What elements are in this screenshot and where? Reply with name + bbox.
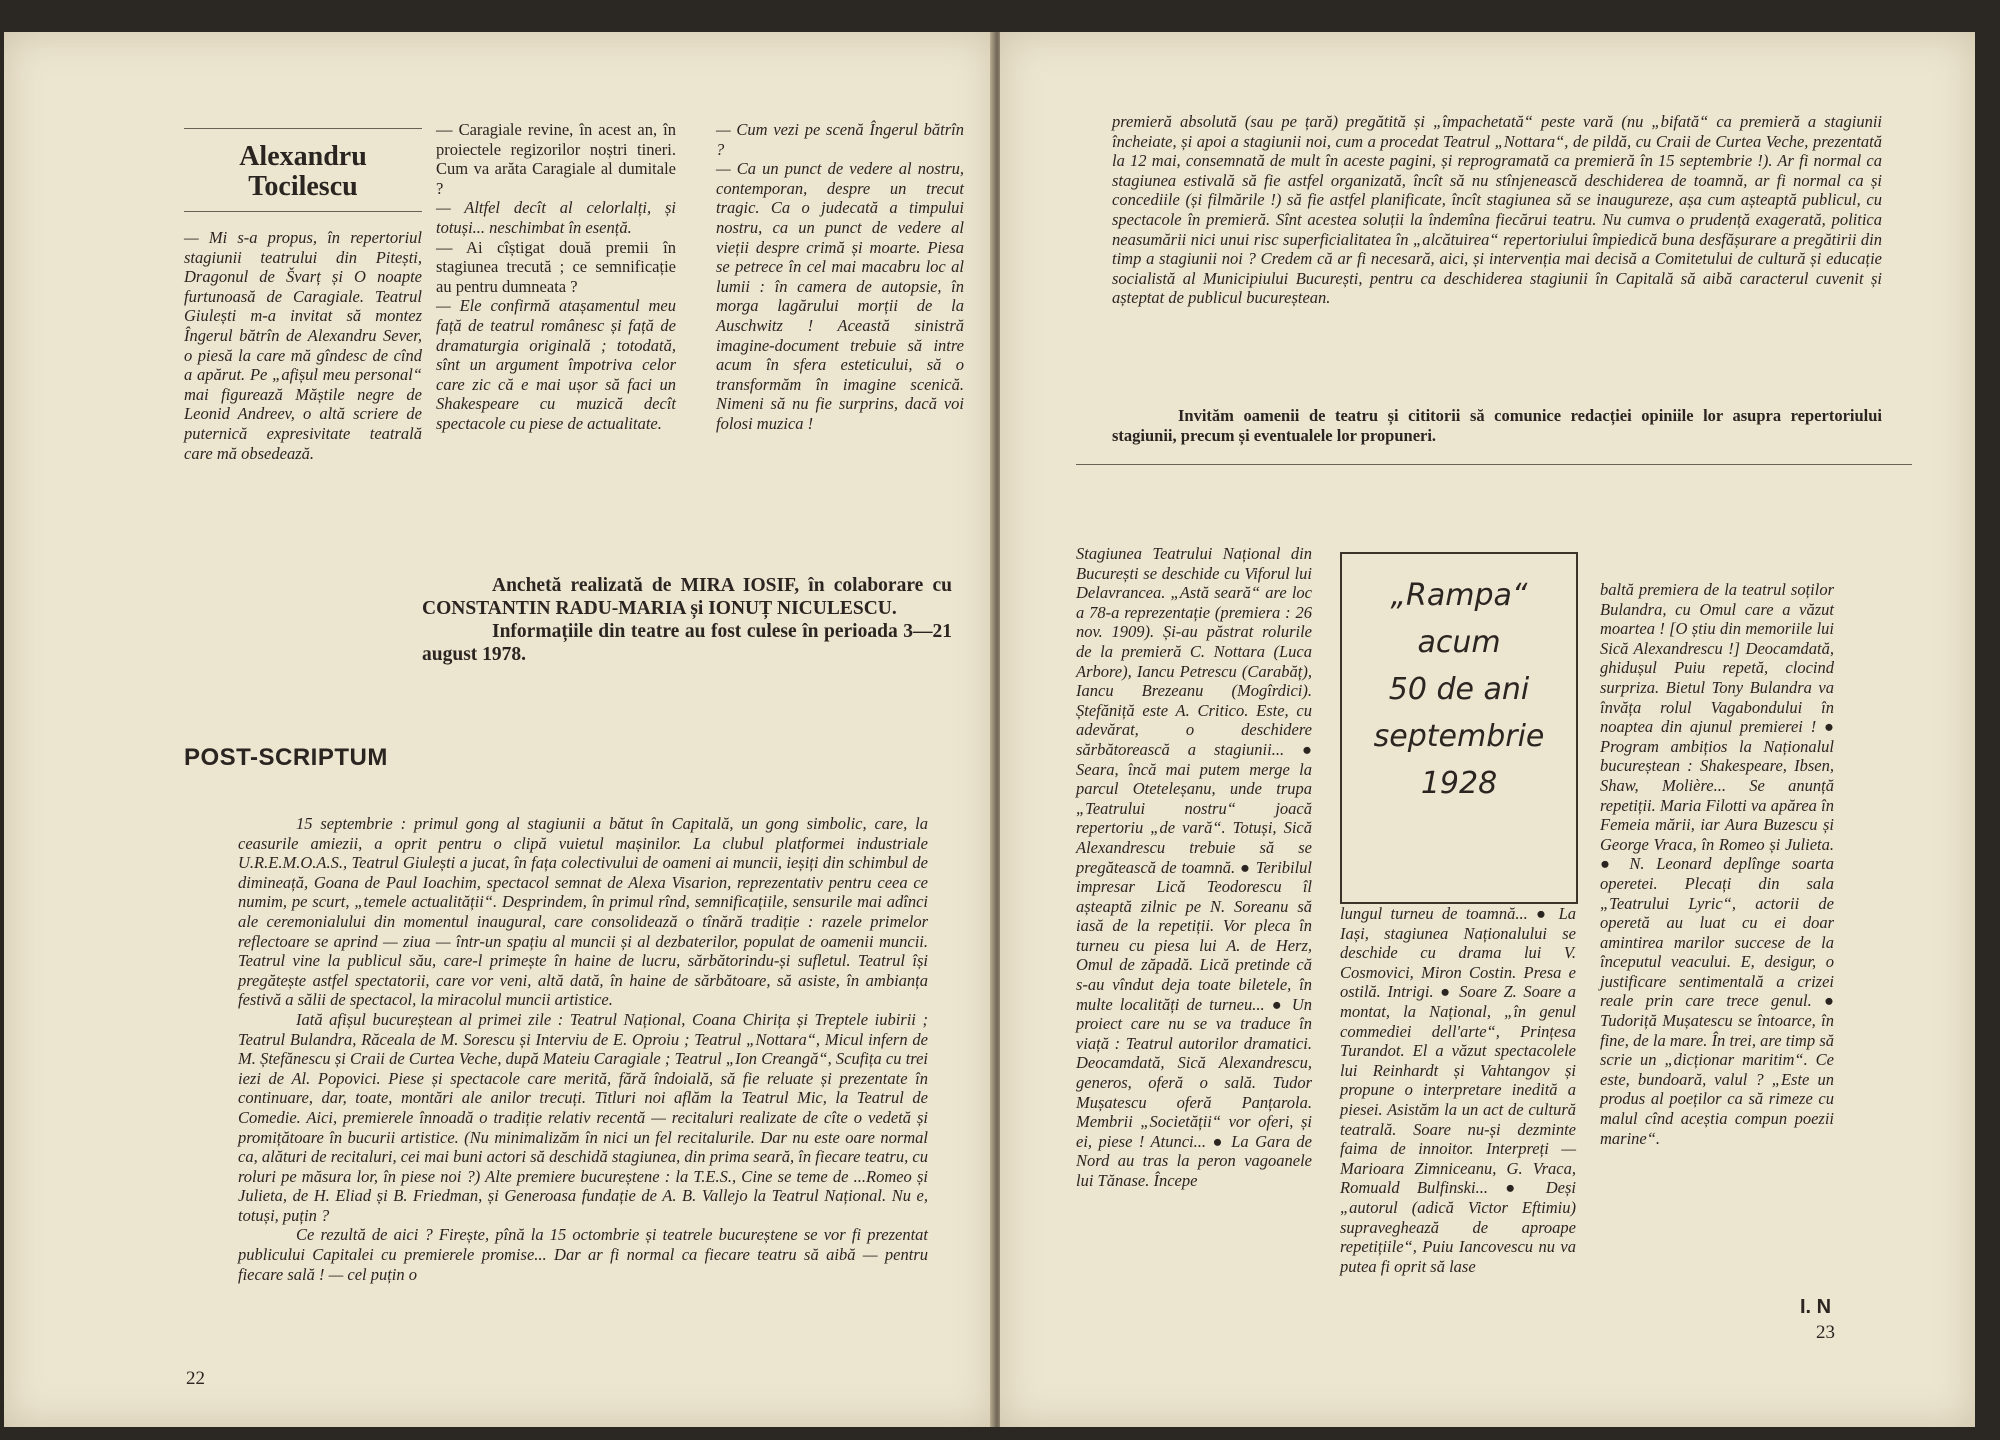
signature: I. N: [1800, 1296, 1832, 1318]
interview-column-3: [716, 120, 964, 434]
paragraph: baltă premiera de la teatrul soților Bulandra, cu Omul care a văzut moartea ! [O știu din memoriile lui Sică Alexandrescu !] Deocamdată, ghidușul Puiu repetă, clocind surpriza. Bietul Tony Bulandra va învăța rolul Vagabondului în noaptea din ajunul premierei ! ● Program ambițios la Naționalul bucureștean : Shakespeare, Ibsen, Shaw, Molière... Se anunță repetiții. Maria Filotti va apărea în Femeia mării, iar Aura Buzescu și George Vraca, în Romeo și Julieta. ● N. Leonard deplînge soarta operetei. Plecați din sala „Teatrului Lyric“, actorii de operetă au luat cu ei doar amintirea marilor succese de la începutul veacului. E, desigur, o justificare sentimentală a crizei reale prin care trece genul. ● Tudoriță Mușatescu se întoarce, în fine, de la mare. În trei, are timp să scrie un „dicționar maritim“. Ce este, bundoară, valul ? „Este un produs al poeților ca să rimeze cu malul cînd aceștia compun poezii marine“.: [1600, 580, 1834, 1148]
paragraph: lungul turneu de toamnă... ● La Iași, stagiunea Naționalului se deschide cu drama lui V. Cosmovici, Miron Costin. Presa e ostilă. Intrigi. ● Soare Z. Soare a montat, la Național, „în genul commediei dell'arte“, Prințesa Turandot. El a văzut spectacolele lui Reinhardt și Vahtangov și propune o interpretare inedită a piesei. Asistăm la un act de cultură teatrală. Soare nu-și dezminte faima de innoitor. Interpreți — Marioara Zimniceanu, G. Vraca, Romuald Bulfinski... ● Deși „autorul (adică Victor Eftimiu) supraveghează de aproape repetițiile“, Puiu Iancovescu nu va putea fi oprit să lase: [1340, 904, 1576, 1276]
answer: — Altfel decît al celorlalți, și totuși... neschimbat în esență.: [436, 198, 676, 237]
invitation-block: [1112, 406, 1882, 445]
paragraph: Iată afișul bucureștean al primei zile : Teatrul Național, Coana Chirița și Treptele iubirii ; Teatrul Bulandra, Răceala de M. Sorescu și Interviu de E. Oproiu ; Teatrul „Nottara“, Micul infern de M. Ștefănescu și Craii de Curtea Veche, după Mateiu Caragiale ; Teatrul „Ion Creangă“, Scufița cu trei iezi de Al. Popovici. Piese și spectacole care merită, fără îndoială, să fie reluate și prezentate în continuare, dar, toate, montări ale anilor trecuți. Titluri noi aflăm la Teatrul Mic, la Teatrul de Comedie. Aici, premierele înnoadă o tradiție relativ recentă — recitaluri realizate de cîte o vedetă și promițătoare în bucurii artistice. (Nu minimalizăm în nici un fel recitalurile. Dar nu este oare normal ca, alături de recitaluri, cei mai buni actori să deschidă stagiunea, din prima seară, în fiecare teatru, cu roluri pe măsura lor, în piese noi ?) Alte premiere bucureștene : la T.E.S., Cine se teme de ...Romeo și Julieta, de H. Eliad și B. Friedman, și Generoasa fundație de A. B. Vallejo la Teatrul Național. Nu e, totuși, puțin ?: [238, 1009, 928, 1225]
rampa-title-line2: acum: [1417, 625, 1501, 660]
interview-column-1: [184, 228, 422, 463]
paragraph: Stagiunea Teatrului Național din București se deschide cu Viforul lui Delavrancea. „Astă seară“ are loc a 78-a reprezentație (premiera : 26 nov. 1909). Și-au păstrat rolurile de la premieră C. Nottara (Luca Arbore), Iancu Petrescu (Carabăț), Iancu Brezeanu (Mogîrdici). Ștefăniță este A. Critico. Este, cu adevărat, o deschidere sărbătorească a stagiunii... ● Seara, încă mai putem merge la parcul Oteteleșanu, unde trupa „Teatrului nostru“ joacă repertoriu „de vară“. Totuși, Sică Alexandrescu trebuie să se pregătească de toamnă. ● Teribilul impresar Lică Teodorescu îl așteaptă zilnic pe N. Soreanu să iasă de la repetiții. Vor pleca în turneu cu piesa lui A. de Herz, Omul de zăpadă. Lică pretinde că s-au vîndut deja toate biletele, în multe localități de turneu... ● Un proiect care nu se va traduce în viață : Teatrul autorilor dramatici. Deocamdată, Sică Alexandrescu, generos, oferă o sală. Tudor Mușatescu oferă Panțarola. Membrii „Societății“ vor oferi, și ei, piese ! Atunci... ● La Gara de Nord au tras la peron vagoanele lui Tănase. Începe: [1076, 544, 1312, 1190]
right-page: [1000, 32, 1975, 1427]
question: — Ai cîștigat două premii în stagiunea trecută ; ce semnificație au pentru dumneata ?: [436, 237, 676, 296]
paragraph: — Mi s-a propus, în repertoriul stagiunii teatrului din Pitești, Dragonul de Švarț și O noapte furtunoasă de Caragiale. Teatrul Giulești m-a invitat să montez Îngerul bătrîn de Alexandru Sever, o piesă la care mă gîndesc de cînd a apărut. Pe „afișul meu personal“ mai figurează Măștile negre de Leonid Andreev, o altă scriere de puternică expresivitate teatrală care mă obsedează.: [184, 228, 422, 463]
author-name-line2: Tocilescu: [248, 171, 358, 202]
postscript-text: [238, 814, 928, 1284]
answer: — Ca un punct de vedere al nostru, contemporan, despre un trecut tragic. Ca o judecată a timpului nostru, ca un punct de vedere al vieții despre crimă și moarte. Piesa se petrece în cel mai macabru loc al lumii : în camera de autopsie, în morga lagărului morții de la Auschwitz ! Această sinistră imagine-document trebuie să intre acum în sfera esteticului, să o transformăm în imagine scenică. Nimeni să nu fie surprins, dacă voi folosi muzica !: [716, 159, 964, 433]
paragraph: premieră absolută (sau pe țară) pregătită și „împachetată“ peste vară (nu „bifată“ ca premieră a stagiunii încheiate, și apoi a stagiunii noi, cum a procedat Teatrul „Nottara“, de pildă, cu Craii de Curtea Veche, prezentată la 12 mai, consemnată de mult în aceste pagini, și reprogramată ca premieră în 15 septembrie !). Ar fi normal ca stagiunea estivală să fie astfel organizată, încît să nu stînjenească deschiderea de toamnă, ar fi normal ca și concediile (și filmările !) să fie astfel planificate, încît stagiunea să se inaugureze, așa cum așteaptă publicul, cu spectacole în premieră. Sînt acestea soluții la îndemîna fiecărui teatru. Nu cumva o prudență exagerată, politica neasumării nici unui risc superficialitatea în „alcătuirea“ repertoriului împiedică buna desfășurare a pregătirii din timp a stagiunii noi ? Credem că ar fi necesară, aici, și intervenția mai decisă a Comitetului de cultură și educație socialistă al Municipiului București, pentru ca deschiderea stagiunii în Capitală să aibă caracterul cuvenit și așteptat de publicul bucureștean.: [1112, 112, 1882, 308]
credits-block: [422, 574, 952, 666]
title-rule-bottom: [184, 211, 422, 212]
left-page: [4, 32, 994, 1427]
rampa-title-box: [1340, 552, 1578, 904]
postscript-heading: POST-SCRIPTUM: [184, 744, 388, 771]
credits-line: Informațiile din teatre au fost culese în perioada 3—21 august 1978.: [422, 621, 952, 665]
invitation-text: Invităm oamenii de teatru și cititorii să comunice redacției opiniile lor asupra repertoriului stagiunii, precum și eventualele lor propuneri.: [1112, 406, 1882, 445]
rampa-title-line5: 1928: [1420, 766, 1498, 801]
interview-column-2: [436, 120, 676, 434]
rampa-column-3: [1600, 580, 1834, 1148]
author-title: [184, 142, 422, 202]
question: — Caragiale revine, în acest an, în proiectele regizorilor noștri tineri. Cum va arăta Caragiale al dumitale ?: [436, 120, 676, 198]
rampa-column-2: [1340, 904, 1576, 1276]
question: — Cum vezi pe scenă Îngerul bătrîn ?: [716, 120, 964, 159]
credits-line: Anchetă realizată de MIRA IOSIF, în colaborare cu CONSTANTIN RADU-MARIA și IONUȚ NICULESCU.: [422, 575, 952, 619]
paragraph: Ce rezultă de aici ? Firește, pînă la 15 octombrie și teatrele bucureștene se vor fi prezentat publicului Capitalei cu premierele promise... Dar ar fi normal ca fiecare teatru să aibă — pentru fiecare sală ! — cel puțin o: [238, 1225, 928, 1284]
rampa-title-line4: septembrie: [1373, 719, 1545, 754]
rampa-title-line1: „Rampa“: [1390, 578, 1528, 613]
section-divider: [1076, 464, 1912, 465]
page-number: 22: [186, 1368, 205, 1389]
paragraph: 15 septembrie : primul gong al stagiunii a bătut în Capitală, un gong simbolic, care, la ceasurile amiezii, a oprit pentru o clipă vuietul mașinilor. La clubul platformei industriale U.R.E.M.O.A.S., Teatrul Giulești a jucat, în fața colectivului de oameni ai muncii, ieșiți din schimbul de dimineață, Goana de Paul Ioachim, spectacol semnat de Alexa Visarion, reprezentativ pentru ceea ce numim, pe scurt, „temele actualității“. Desprindem, în primul rînd, semnificațiile, sensurile mai adînci ale ceremonialului din momentul inaugural, care consolidează o tînără tradiție : razele primelor reflectoare se aprind — ziua — într-un spațiu al muncii și al dezbaterilor, populat de oamenii muncii. Teatrul vine la publicul său, care-l primește în haine de lucru, sărbătorindu-și sufletul. Teatrul își pregătește astfel spectatorii, care vor veni, altă dată, în haine de sărbătoare, să asiste, în ambianța festivă a sălii de spectacol, la miracolul muncii artistice.: [238, 814, 928, 1010]
title-rule-top: [184, 128, 422, 129]
continued-paragraph: [1112, 112, 1882, 308]
page-number: 23: [1816, 1322, 1835, 1343]
answer: — Ele confirmă atașamentul meu față de teatrul românesc și față de dramaturgia originală ; totodată, sînt un argument împotriva celor care zic că e mai ușor să faci un Shakespeare cu muzică decît spectacole cu piese de actualitate.: [436, 296, 676, 433]
rampa-column-1: [1076, 544, 1312, 1191]
rampa-title-line3: 50 de ani: [1388, 672, 1530, 707]
author-name-line1: Alexandru: [239, 141, 367, 172]
